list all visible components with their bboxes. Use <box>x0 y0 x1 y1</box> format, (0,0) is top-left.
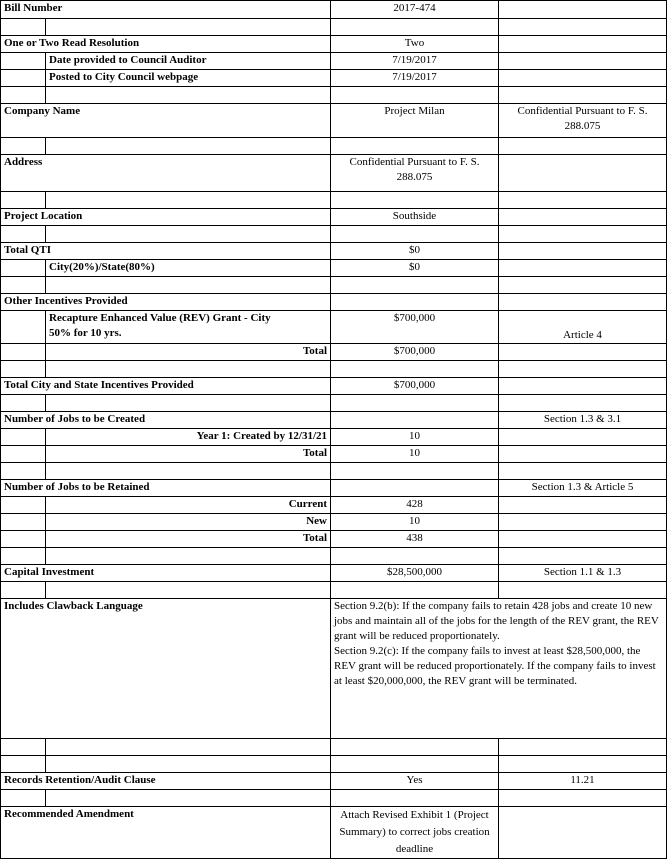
row-bill-number <box>1 1 667 19</box>
current-value: 428 <box>331 497 499 514</box>
spacer-row <box>1 19 667 36</box>
row-amendment <box>1 807 667 859</box>
row-qti <box>1 243 667 260</box>
spacer-row <box>1 463 667 480</box>
row-rev-total <box>1 344 667 361</box>
clawback-label: Includes Clawback Language <box>1 599 331 739</box>
new-value: 10 <box>331 514 499 531</box>
company-note: Confidential Pursuant to F. S. 288.075 <box>499 104 667 138</box>
spacer-row <box>1 790 667 807</box>
jobs-created-total-label: Total <box>46 446 331 463</box>
row-year1 <box>1 429 667 446</box>
row-date-webpage <box>1 70 667 87</box>
spacer-row <box>1 138 667 155</box>
clawback-paragraph-1: Section 9.2(b): If the company fails to retain 428 jobs and create 10 new jobs and maintain all of the jobs for the length of the REV grant, the REV grant will be reduced proportionately. <box>334 600 659 642</box>
empty-cell <box>499 36 667 53</box>
other-incentives-label: Other Incentives Provided <box>1 294 331 311</box>
qti-label: Total QTI <box>1 243 331 260</box>
records-note: 11.21 <box>499 773 667 790</box>
row-total-incentives <box>1 378 667 395</box>
city-state-value: $0 <box>331 260 499 277</box>
empty-cell <box>499 531 667 548</box>
indent-cell <box>1 514 46 531</box>
row-jobs-created <box>1 412 667 429</box>
indent-cell <box>1 311 46 344</box>
row-new <box>1 514 667 531</box>
jobs-created-note: Section 1.3 & 3.1 <box>499 412 667 429</box>
jobs-retained-total-value: 438 <box>331 531 499 548</box>
row-other-incentives <box>1 294 667 311</box>
qti-value: $0 <box>331 243 499 260</box>
row-current <box>1 497 667 514</box>
row-address <box>1 155 667 192</box>
spacer-row <box>1 582 667 599</box>
empty-cell <box>499 1 667 19</box>
empty-cell <box>499 260 667 277</box>
resolution-label: One or Two Read Resolution <box>1 36 331 53</box>
spacer-row <box>1 277 667 294</box>
empty-cell <box>499 497 667 514</box>
empty-cell <box>499 155 667 192</box>
date-auditor-value: 7/19/2017 <box>331 53 499 70</box>
row-records <box>1 773 667 790</box>
indent-cell <box>1 260 46 277</box>
spacer-row <box>1 548 667 565</box>
records-value: Yes <box>331 773 499 790</box>
address-value: Confidential Pursuant to F. S. 288.075 <box>331 155 499 192</box>
jobs-retained-total-label: Total <box>46 531 331 548</box>
empty-cell <box>331 294 499 311</box>
rev-grant-label <box>46 311 331 344</box>
empty-cell <box>499 209 667 226</box>
indent-cell <box>1 497 46 514</box>
spacer-row <box>1 739 667 756</box>
company-value: Project Milan <box>331 104 499 138</box>
spacer-row <box>1 192 667 209</box>
jobs-created-total-value: 10 <box>331 446 499 463</box>
row-city-state <box>1 260 667 277</box>
address-label: Address <box>1 155 331 192</box>
indent-cell <box>1 53 46 70</box>
rev-total-value: $700,000 <box>331 344 499 361</box>
capital-label: Capital Investment <box>1 565 331 582</box>
bill-number-label: Bill Number <box>1 1 331 19</box>
row-location <box>1 209 667 226</box>
spacer-row <box>1 756 667 773</box>
rev-grant-label-line1: Recapture Enhanced Value (REV) Grant - City <box>49 312 271 324</box>
rev-total-label: Total <box>46 344 331 361</box>
indent-cell <box>1 344 46 361</box>
bill-number-value: 2017-474 <box>331 1 499 19</box>
row-date-auditor <box>1 53 667 70</box>
company-label: Company Name <box>1 104 331 138</box>
empty-cell <box>499 446 667 463</box>
row-rev-grant <box>1 311 667 344</box>
row-capital <box>1 565 667 582</box>
row-resolution <box>1 36 667 53</box>
location-label: Project Location <box>1 209 331 226</box>
row-jobs-retained <box>1 480 667 497</box>
jobs-retained-note: Section 1.3 & Article 5 <box>499 480 667 497</box>
rev-grant-label-line2: 50% for 10 yrs. <box>49 327 122 339</box>
capital-value: $28,500,000 <box>331 565 499 582</box>
date-auditor-label: Date provided to Council Auditor <box>46 53 331 70</box>
city-state-label: City(20%)/State(80%) <box>46 260 331 277</box>
row-clawback <box>1 599 667 739</box>
empty-cell <box>499 243 667 260</box>
empty-cell <box>499 378 667 395</box>
spacer-row <box>1 361 667 378</box>
empty-cell <box>499 70 667 87</box>
clawback-text <box>331 599 667 739</box>
empty-cell <box>499 344 667 361</box>
new-label: New <box>46 514 331 531</box>
empty-cell <box>499 514 667 531</box>
empty-cell <box>331 412 499 429</box>
indent-cell <box>1 429 46 446</box>
empty-cell <box>499 429 667 446</box>
empty-cell <box>499 294 667 311</box>
year1-value: 10 <box>331 429 499 446</box>
total-incentives-value: $700,000 <box>331 378 499 395</box>
spacer-row <box>1 87 667 104</box>
row-company <box>1 104 667 138</box>
jobs-created-label: Number of Jobs to be Created <box>1 412 331 429</box>
total-incentives-label: Total City and State Incentives Provided <box>1 378 331 395</box>
row-jobs-created-total <box>1 446 667 463</box>
rev-grant-value: $700,000 <box>331 311 499 344</box>
spacer-row <box>1 226 667 243</box>
records-label: Records Retention/Audit Clause <box>1 773 331 790</box>
year1-label: Year 1: Created by 12/31/21 <box>46 429 331 446</box>
empty-cell <box>499 807 667 859</box>
empty-cell <box>499 53 667 70</box>
resolution-value: Two <box>331 36 499 53</box>
amendment-label: Recommended Amendment <box>1 807 331 859</box>
current-label: Current <box>46 497 331 514</box>
location-value: Southside <box>331 209 499 226</box>
date-webpage-label: Posted to City Council webpage <box>46 70 331 87</box>
jobs-retained-label: Number of Jobs to be Retained <box>1 480 331 497</box>
spacer-row <box>1 395 667 412</box>
date-webpage-value: 7/19/2017 <box>331 70 499 87</box>
indent-cell <box>1 70 46 87</box>
empty-cell <box>331 480 499 497</box>
row-jobs-retained-total <box>1 531 667 548</box>
indent-cell <box>1 446 46 463</box>
capital-note: Section 1.1 & 1.3 <box>499 565 667 582</box>
rev-grant-note: Article 4 <box>499 311 667 344</box>
indent-cell <box>1 531 46 548</box>
clawback-paragraph-2: Section 9.2(c): If the company fails to invest at least $28,500,000, the REV grant will be reduced proportionately. If the company fails to invest at least $20,000,000, the REV grant will be terminated. <box>334 645 656 687</box>
amendment-value: Attach Revised Exhibit 1 (Project Summary) to correct jobs creation deadline <box>331 807 499 859</box>
